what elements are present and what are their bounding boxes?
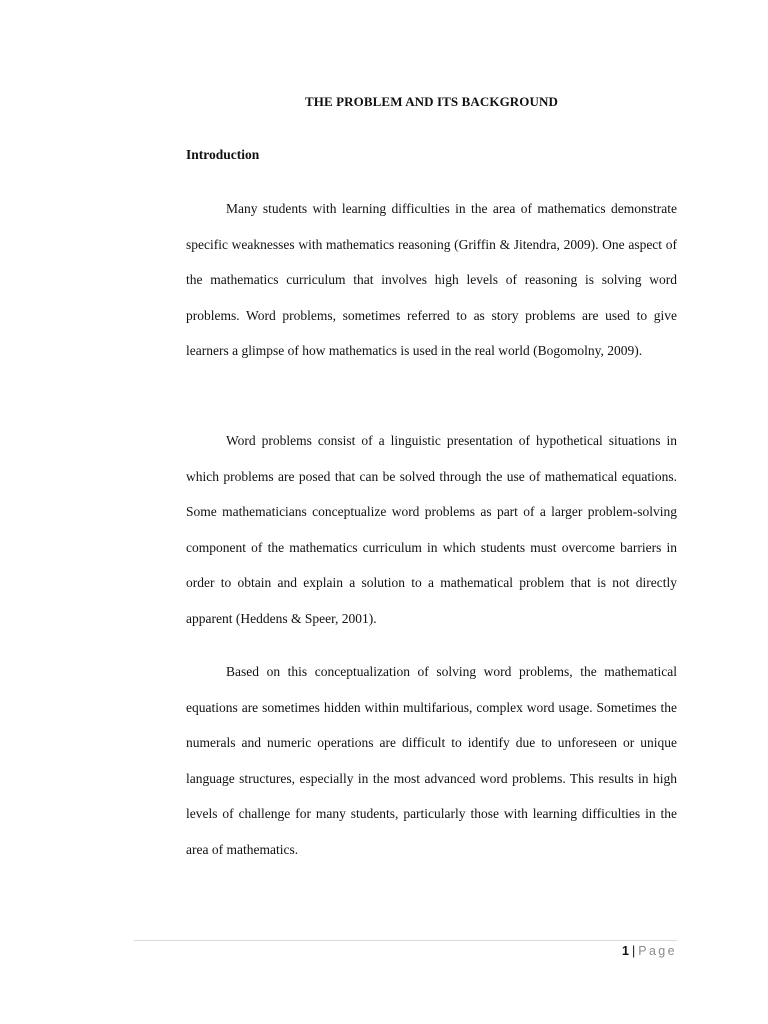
body-paragraph: Based on this conceptualization of solving word problems, the mathematical equations are sometimes hidden within multifarious, complex word usage. Sometimes the numerals and numeric operations are difficult to identify due to unforeseen or unique language structures, especially in the most advanced word problems. This results in high levels of challenge for many students, particularly those with learning difficulties in the area of mathematics. — [186, 664, 677, 857]
section-heading: Introduction — [186, 147, 260, 162]
body-paragraph: Word problems consist of a linguistic presentation of hypothetical situations in which problems are posed that can be solved through the use of mathematical equations. Some mathematicians conceptualize word problems as part of a larger problem-solving component of the mathematics curriculum in which students must overcome barriers in order to obtain and explain a solution to a mathematical problem that is not directly apparent (Heddens & Speer, 2001). — [186, 433, 677, 626]
page-number: 1 — [622, 944, 629, 958]
footer-divider — [134, 940, 677, 941]
page-title: THE PROBLEM AND ITS BACKGROUND — [305, 94, 558, 109]
page-footer — [622, 942, 677, 960]
body-paragraph: Many students with learning difficulties in the area of mathematics demonstrate specific weaknesses with mathematics reasoning (Griffin & Jitendra, 2009). One aspect of the mathematics curriculum that involves high levels of reasoning is solving word problems. Word problems, sometimes referred to as story problems are used to give learners a glimpse of how mathematics is used in the real world (Bogomolny, 2009). — [186, 201, 677, 359]
page-separator: | — [631, 944, 636, 958]
page-label: Page — [638, 944, 677, 958]
